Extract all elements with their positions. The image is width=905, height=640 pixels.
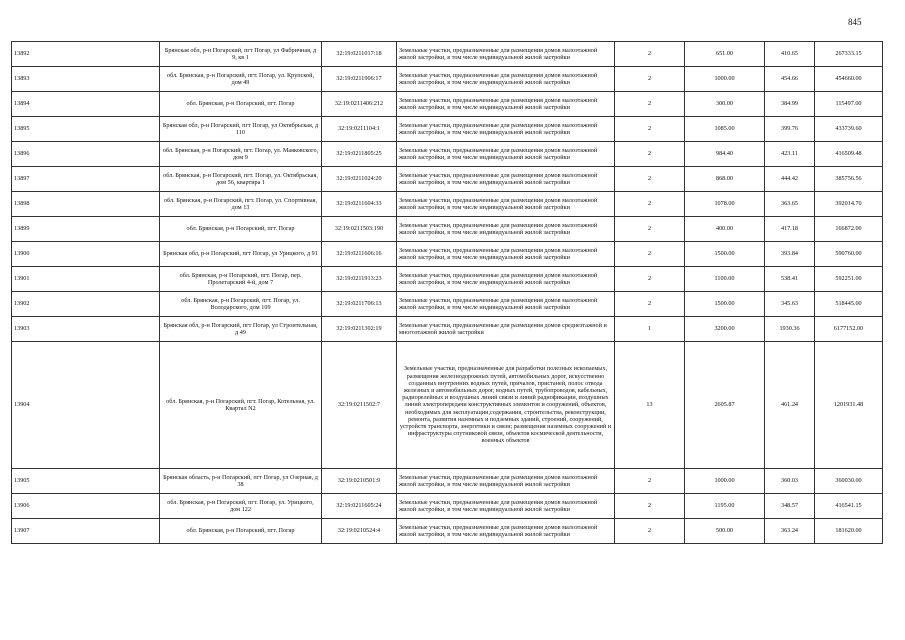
row-category: 2 xyxy=(615,92,685,117)
row-permitted-use: Земельные участки, предназначенные для размещения домов малоэтажной жилой застройки, в том числе индивидуальной жилой застройки xyxy=(397,217,615,242)
table-row xyxy=(12,42,883,67)
row-specific-value: 360.03 xyxy=(765,469,815,494)
table-row xyxy=(12,267,883,292)
row-address: Брянская обл, р-н Погарский, пгт Погар, ул Фабричная, д 9, кв 1 xyxy=(160,42,322,67)
row-category: 2 xyxy=(615,142,685,167)
row-cadastral-number: 32:19:0211503:190 xyxy=(322,217,397,242)
row-address: обл. Брянская, р-н Погарский, пгт. Погар, пер. Пролетарский 4-й, дом 7 xyxy=(160,267,322,292)
table-row xyxy=(12,92,883,117)
table-row xyxy=(12,342,883,469)
table-body xyxy=(12,42,883,544)
row-area: 400.00 xyxy=(685,217,765,242)
row-category: 2 xyxy=(615,267,685,292)
row-id: 13893 xyxy=(12,67,160,92)
row-category: 2 xyxy=(615,192,685,217)
row-id: 13900 xyxy=(12,242,160,267)
row-id: 13895 xyxy=(12,117,160,142)
row-address: Брянская обл, р-н Погарский, пгт Погар, ул Строительная, д 49 xyxy=(160,317,322,342)
row-specific-value: 1930.36 xyxy=(765,317,815,342)
row-area: 868.00 xyxy=(685,167,765,192)
table-row xyxy=(12,317,883,342)
row-specific-value: 348.57 xyxy=(765,494,815,519)
row-area: 1100.00 xyxy=(685,267,765,292)
row-category: 2 xyxy=(615,167,685,192)
table-row xyxy=(12,494,883,519)
row-id: 13897 xyxy=(12,167,160,192)
row-cadastral-number: 32:19:0211104:1 xyxy=(322,117,397,142)
row-cadastral-number: 32:19:0211302:19 xyxy=(322,317,397,342)
row-specific-value: 345.63 xyxy=(765,292,815,317)
row-specific-value: 363.65 xyxy=(765,192,815,217)
row-category: 2 xyxy=(615,469,685,494)
row-specific-value: 423.11 xyxy=(765,142,815,167)
row-permitted-use: Земельные участки, предназначенные для размещения домов среднеэтажной и многоэтажной жилой застройки xyxy=(397,317,615,342)
row-address: Брянская область, р-н Погарский, пгт Погар, ул Озерная, д 38 xyxy=(160,469,322,494)
row-address: обл. Брянская, р-н Погарский, пгт. Погар, ул. Маяковского, дом 9 xyxy=(160,142,322,167)
row-cadastral-value: 592251.00 xyxy=(815,267,883,292)
row-id: 13903 xyxy=(12,317,160,342)
row-area: 1000.00 xyxy=(685,67,765,92)
row-permitted-use: Земельные участки, предназначенные для размещения домов малоэтажной жилой застройки, в том числе индивидуальной жилой застройки xyxy=(397,92,615,117)
row-specific-value: 410.65 xyxy=(765,42,815,67)
row-id: 13905 xyxy=(12,469,160,494)
row-cadastral-value: 181620.00 xyxy=(815,519,883,544)
row-id: 13899 xyxy=(12,217,160,242)
row-permitted-use: Земельные участки, предназначенные для размещения домов малоэтажной жилой застройки, в том числе индивидуальной жилой застройки xyxy=(397,494,615,519)
row-address: обл. Брянская, р-н Погарский, пгт. Погар, ул. Володарского, дом 109 xyxy=(160,292,322,317)
row-permitted-use: Земельные участки, предназначенные для размещения домов малоэтажной жилой застройки, в том числе индивидуальной жилой застройки xyxy=(397,142,615,167)
row-cadastral-number: 32:19:0211024:20 xyxy=(322,167,397,192)
table-row xyxy=(12,67,883,92)
row-cadastral-value: 166872.00 xyxy=(815,217,883,242)
row-category: 2 xyxy=(615,242,685,267)
row-cadastral-value: 6177152.00 xyxy=(815,317,883,342)
row-cadastral-value: 590760.00 xyxy=(815,242,883,267)
row-address: обл. Брянская, р-н Погарский, пгт. Погар, ул. Спортивная, дом 13 xyxy=(160,192,322,217)
row-id: 13892 xyxy=(12,42,160,67)
row-id: 13907 xyxy=(12,519,160,544)
row-address: обл. Брянская, р-н Погарский, пгт. Погар xyxy=(160,217,322,242)
row-specific-value: 417.18 xyxy=(765,217,815,242)
row-permitted-use: Земельные участки, предназначенные для размещения домов малоэтажной жилой застройки, в том числе индивидуальной жилой застройки xyxy=(397,42,615,67)
row-permitted-use: Земельные участки, предназначенные для размещения домов малоэтажной жилой застройки, в том числе индивидуальной жилой застройки xyxy=(397,242,615,267)
row-id: 13901 xyxy=(12,267,160,292)
row-cadastral-value: 433739.60 xyxy=(815,117,883,142)
row-category: 2 xyxy=(615,42,685,67)
row-category: 2 xyxy=(615,217,685,242)
table-row xyxy=(12,142,883,167)
row-permitted-use: Земельные участки, предназначенные для разработки полезных ископаемых, размещения железнодорожных путей, автомобильных дорог, искусственно созданных внутренних водных путей, причалов, пристаней, полос отвода железных и автомобильных дорог, водных путей, трубопроводов, кабельных, радиорелейных и воздушных линий связи и линий радиофикации, воздушных линий электропередачи конструктивных элементов и сооружений, объектов, необходимых для эксплуатации,содержания, строительства, реконструкции, ремонта, развития наземных и подземных зданий, строений, сооружений, устройств транспорта, энергетики и связи; размещения наземных сооружений и инфраструктуры спутниковой связи, объектов космической деятельности, военных объектов xyxy=(397,342,615,469)
table-row xyxy=(12,117,883,142)
row-area: 1000.00 xyxy=(685,469,765,494)
row-address: обл. Брянская, р-н Погарский, пгт. Погар, ул. Октябрьская, дом 56, квартира 1 xyxy=(160,167,322,192)
row-cadastral-number: 32:19:0211017:18 xyxy=(322,42,397,67)
row-cadastral-number: 32:19:0211606:16 xyxy=(322,242,397,267)
row-permitted-use: Земельные участки, предназначенные для размещения домов малоэтажной жилой застройки, в том числе индивидуальной жилой застройки xyxy=(397,519,615,544)
row-category: 13 xyxy=(615,342,685,469)
row-id: 13902 xyxy=(12,292,160,317)
table-row xyxy=(12,192,883,217)
row-cadastral-value: 360030.00 xyxy=(815,469,883,494)
table-row xyxy=(12,217,883,242)
row-specific-value: 399.76 xyxy=(765,117,815,142)
row-category: 1 xyxy=(615,317,685,342)
row-category: 2 xyxy=(615,519,685,544)
row-specific-value: 393.84 xyxy=(765,242,815,267)
table-row xyxy=(12,242,883,267)
row-cadastral-number: 32:19:0211805:25 xyxy=(322,142,397,167)
row-cadastral-value: 454660.00 xyxy=(815,67,883,92)
row-area: 651.00 xyxy=(685,42,765,67)
row-cadastral-value: 385756.56 xyxy=(815,167,883,192)
row-cadastral-value: 267333.15 xyxy=(815,42,883,67)
row-cadastral-value: 115497.00 xyxy=(815,92,883,117)
row-cadastral-number: 32:19:0210524:4 xyxy=(322,519,397,544)
row-cadastral-number: 32:19:0211604:33 xyxy=(322,192,397,217)
table-row xyxy=(12,519,883,544)
row-area: 3200.00 xyxy=(685,317,765,342)
row-area: 1500.00 xyxy=(685,292,765,317)
row-permitted-use: Земельные участки, предназначенные для размещения домов малоэтажной жилой застройки, в том числе индивидуальной жилой застройки xyxy=(397,117,615,142)
row-category: 2 xyxy=(615,117,685,142)
row-cadastral-number: 32:19:0211502:7 xyxy=(322,342,397,469)
row-permitted-use: Земельные участки, предназначенные для размещения домов малоэтажной жилой застройки, в том числе индивидуальной жилой застройки xyxy=(397,292,615,317)
row-cadastral-value: 518445.00 xyxy=(815,292,883,317)
row-specific-value: 461.24 xyxy=(765,342,815,469)
row-category: 2 xyxy=(615,67,685,92)
row-area: 984.40 xyxy=(685,142,765,167)
row-address: Брянская обл, р-н Погарский, пгт Погар, ул Урицкого, д 91 xyxy=(160,242,322,267)
row-specific-value: 363.24 xyxy=(765,519,815,544)
row-permitted-use: Земельные участки, предназначенные для размещения домов малоэтажной жилой застройки, в том числе индивидуальной жилой застройки xyxy=(397,192,615,217)
row-specific-value: 454.66 xyxy=(765,67,815,92)
row-area: 300.00 xyxy=(685,92,765,117)
row-area: 1500.00 xyxy=(685,242,765,267)
row-permitted-use: Земельные участки, предназначенные для размещения домов малоэтажной жилой застройки, в том числе индивидуальной жилой застройки xyxy=(397,167,615,192)
row-id: 13904 xyxy=(12,342,160,469)
row-category: 2 xyxy=(615,494,685,519)
row-area: 2605.87 xyxy=(685,342,765,469)
row-cadastral-number: 32:19:0211706:13 xyxy=(322,292,397,317)
row-area: 1078.00 xyxy=(685,192,765,217)
row-id: 13894 xyxy=(12,92,160,117)
row-cadastral-number: 32:19:0211906:17 xyxy=(322,67,397,92)
cadastral-value-table xyxy=(11,41,883,544)
row-id: 13906 xyxy=(12,494,160,519)
row-permitted-use: Земельные участки, предназначенные для размещения домов малоэтажной жилой застройки, в том числе индивидуальной жилой застройки xyxy=(397,267,615,292)
table-row xyxy=(12,292,883,317)
row-address: обл. Брянская, р-н Погарский, пгт. Погар xyxy=(160,92,322,117)
row-address: Брянская обл, р-н Погарский, пгт Погар, ул Октябрьская, д 110 xyxy=(160,117,322,142)
row-address: обл. Брянская, р-н Погарский, пгт. Погар, Котельная, ул. Квартал N2 xyxy=(160,342,322,469)
row-category: 2 xyxy=(615,292,685,317)
row-cadastral-value: 416541.15 xyxy=(815,494,883,519)
row-address: обл. Брянская, р-н Погарский, пгт. Погар, ул. Крупской, дом 49 xyxy=(160,67,322,92)
row-address: обл. Брянская, р-н Погарский, пгт. Погар xyxy=(160,519,322,544)
row-cadastral-value: 392014.70 xyxy=(815,192,883,217)
row-cadastral-number: 32:19:0211605:24 xyxy=(322,494,397,519)
row-specific-value: 444.42 xyxy=(765,167,815,192)
row-area: 1195.00 xyxy=(685,494,765,519)
row-permitted-use: Земельные участки, предназначенные для размещения домов малоэтажной жилой застройки, в том числе индивидуальной жилой застройки xyxy=(397,469,615,494)
row-permitted-use: Земельные участки, предназначенные для размещения домов малоэтажной жилой застройки, в том числе индивидуальной жилой застройки xyxy=(397,67,615,92)
row-cadastral-number: 32:19:0211913:23 xyxy=(322,267,397,292)
row-specific-value: 384.99 xyxy=(765,92,815,117)
row-area: 1085.00 xyxy=(685,117,765,142)
row-cadastral-value: 416509.48 xyxy=(815,142,883,167)
row-id: 13896 xyxy=(12,142,160,167)
row-cadastral-number: 32:19:0210501:9 xyxy=(322,469,397,494)
row-specific-value: 538.41 xyxy=(765,267,815,292)
row-address: обл. Брянская, р-н Погарский, пгт. Погар, ул. Урицкого, дом 122 xyxy=(160,494,322,519)
row-id: 13898 xyxy=(12,192,160,217)
row-cadastral-number: 32:19:0211406:212 xyxy=(322,92,397,117)
page-number: 845 xyxy=(848,17,862,27)
table-row xyxy=(12,469,883,494)
row-area: 500.00 xyxy=(685,519,765,544)
table-row xyxy=(12,167,883,192)
row-cadastral-value: 1201931.48 xyxy=(815,342,883,469)
